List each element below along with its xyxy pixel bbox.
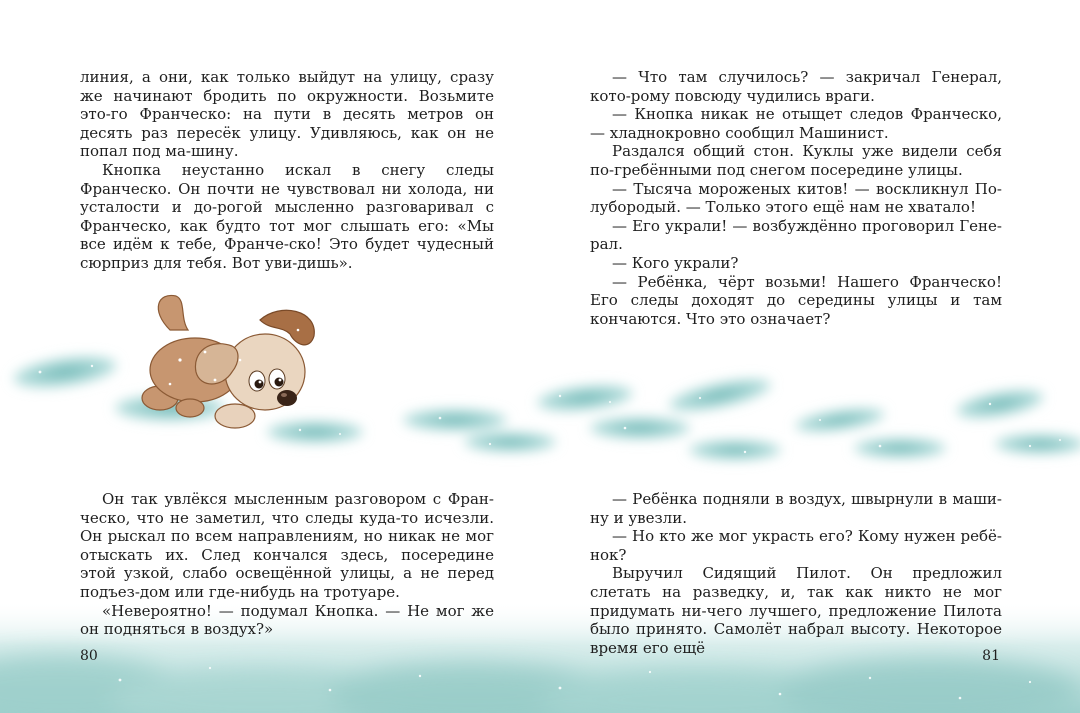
left-top-text bbox=[80, 68, 494, 273]
page-number-left: 80 bbox=[80, 648, 98, 664]
paragraph: Кнопка неустанно искал в снегу следы Франческо. Он почти не чувствовал ни холода, ни усталости и до-рогой мысленно разговаривал с Франческо, как будто тот мог слышать его: «Мы все идём к тебе, Франче-ско! Это будет чудесный сюрприз для тебя. Вот уви-дишь». bbox=[80, 160, 494, 272]
right-bottom-text bbox=[590, 490, 1002, 657]
left-bottom-text bbox=[80, 490, 494, 639]
paragraph: Он так увлёкся мысленным разговором с Фран-ческо, что не заметил, что следы куда-то исчезли. Он рыскал по всем направлениям, но никак не мог отыскать их. След кончался здесь, посередине этой узкой, слабо освещённой улицы, а не перед подъез-дом или где-нибудь на тротуаре. bbox=[80, 490, 494, 601]
paragraph: — Но кто же мог украсть его? Кому нужен ребё-нок? bbox=[590, 527, 1002, 564]
paragraph: — Кнопка никак не отыщет следов Франческо, — хладнокровно сообщил Машинист. bbox=[590, 105, 1002, 142]
paragraph: «Невероятно! — подумал Кнопка. — Не мог же он подняться в воздух?» bbox=[80, 601, 494, 639]
paragraph: — Ребёнка подняли в воздух, швырнули в маши-ну и увезли. bbox=[590, 490, 1002, 527]
paragraph: — Его украли! — возбуждённо проговорил Гене-рал. bbox=[590, 216, 1002, 254]
paragraph: — Ребёнка, чёрт возьми! Нашего Франческо! Его следы доходят до середины улицы и там кончаются. Что это означает? bbox=[590, 272, 1002, 328]
page-number-right: 81 bbox=[982, 648, 1000, 664]
paragraph: Раздался общий стон. Куклы уже видели себя по-гребёнными под снегом посередине улицы. bbox=[590, 142, 1002, 179]
page-right bbox=[540, 0, 1080, 713]
right-top-text bbox=[590, 68, 1002, 328]
paragraph: — Что там случилось? — закричал Генерал, кото-рому повсюду чудились враги. bbox=[590, 68, 1002, 105]
paragraph: — Кого украли? bbox=[612, 253, 739, 272]
paragraph: Выручил Сидящий Пилот. Он предложил слетать на разведку, и, так как никто не мог придумать ни-чего лучшего, предложение Пилота было принято. Самолёт набрал высоту. Некоторое время его ещё bbox=[590, 564, 1002, 657]
paragraph: линия, а они, как только выйдут на улицу, сразу же начинают бродить по окружности. Возьмите это-го Франческо: на пути в десять метров он десять раз пересёк улицу. Удивляюсь, как он не попал под ма-шину. bbox=[80, 68, 494, 161]
paragraph: — Тысяча мороженых китов! — воскликнул По-лубородый. — Только этого ещё нам не хватало! bbox=[590, 179, 1002, 217]
